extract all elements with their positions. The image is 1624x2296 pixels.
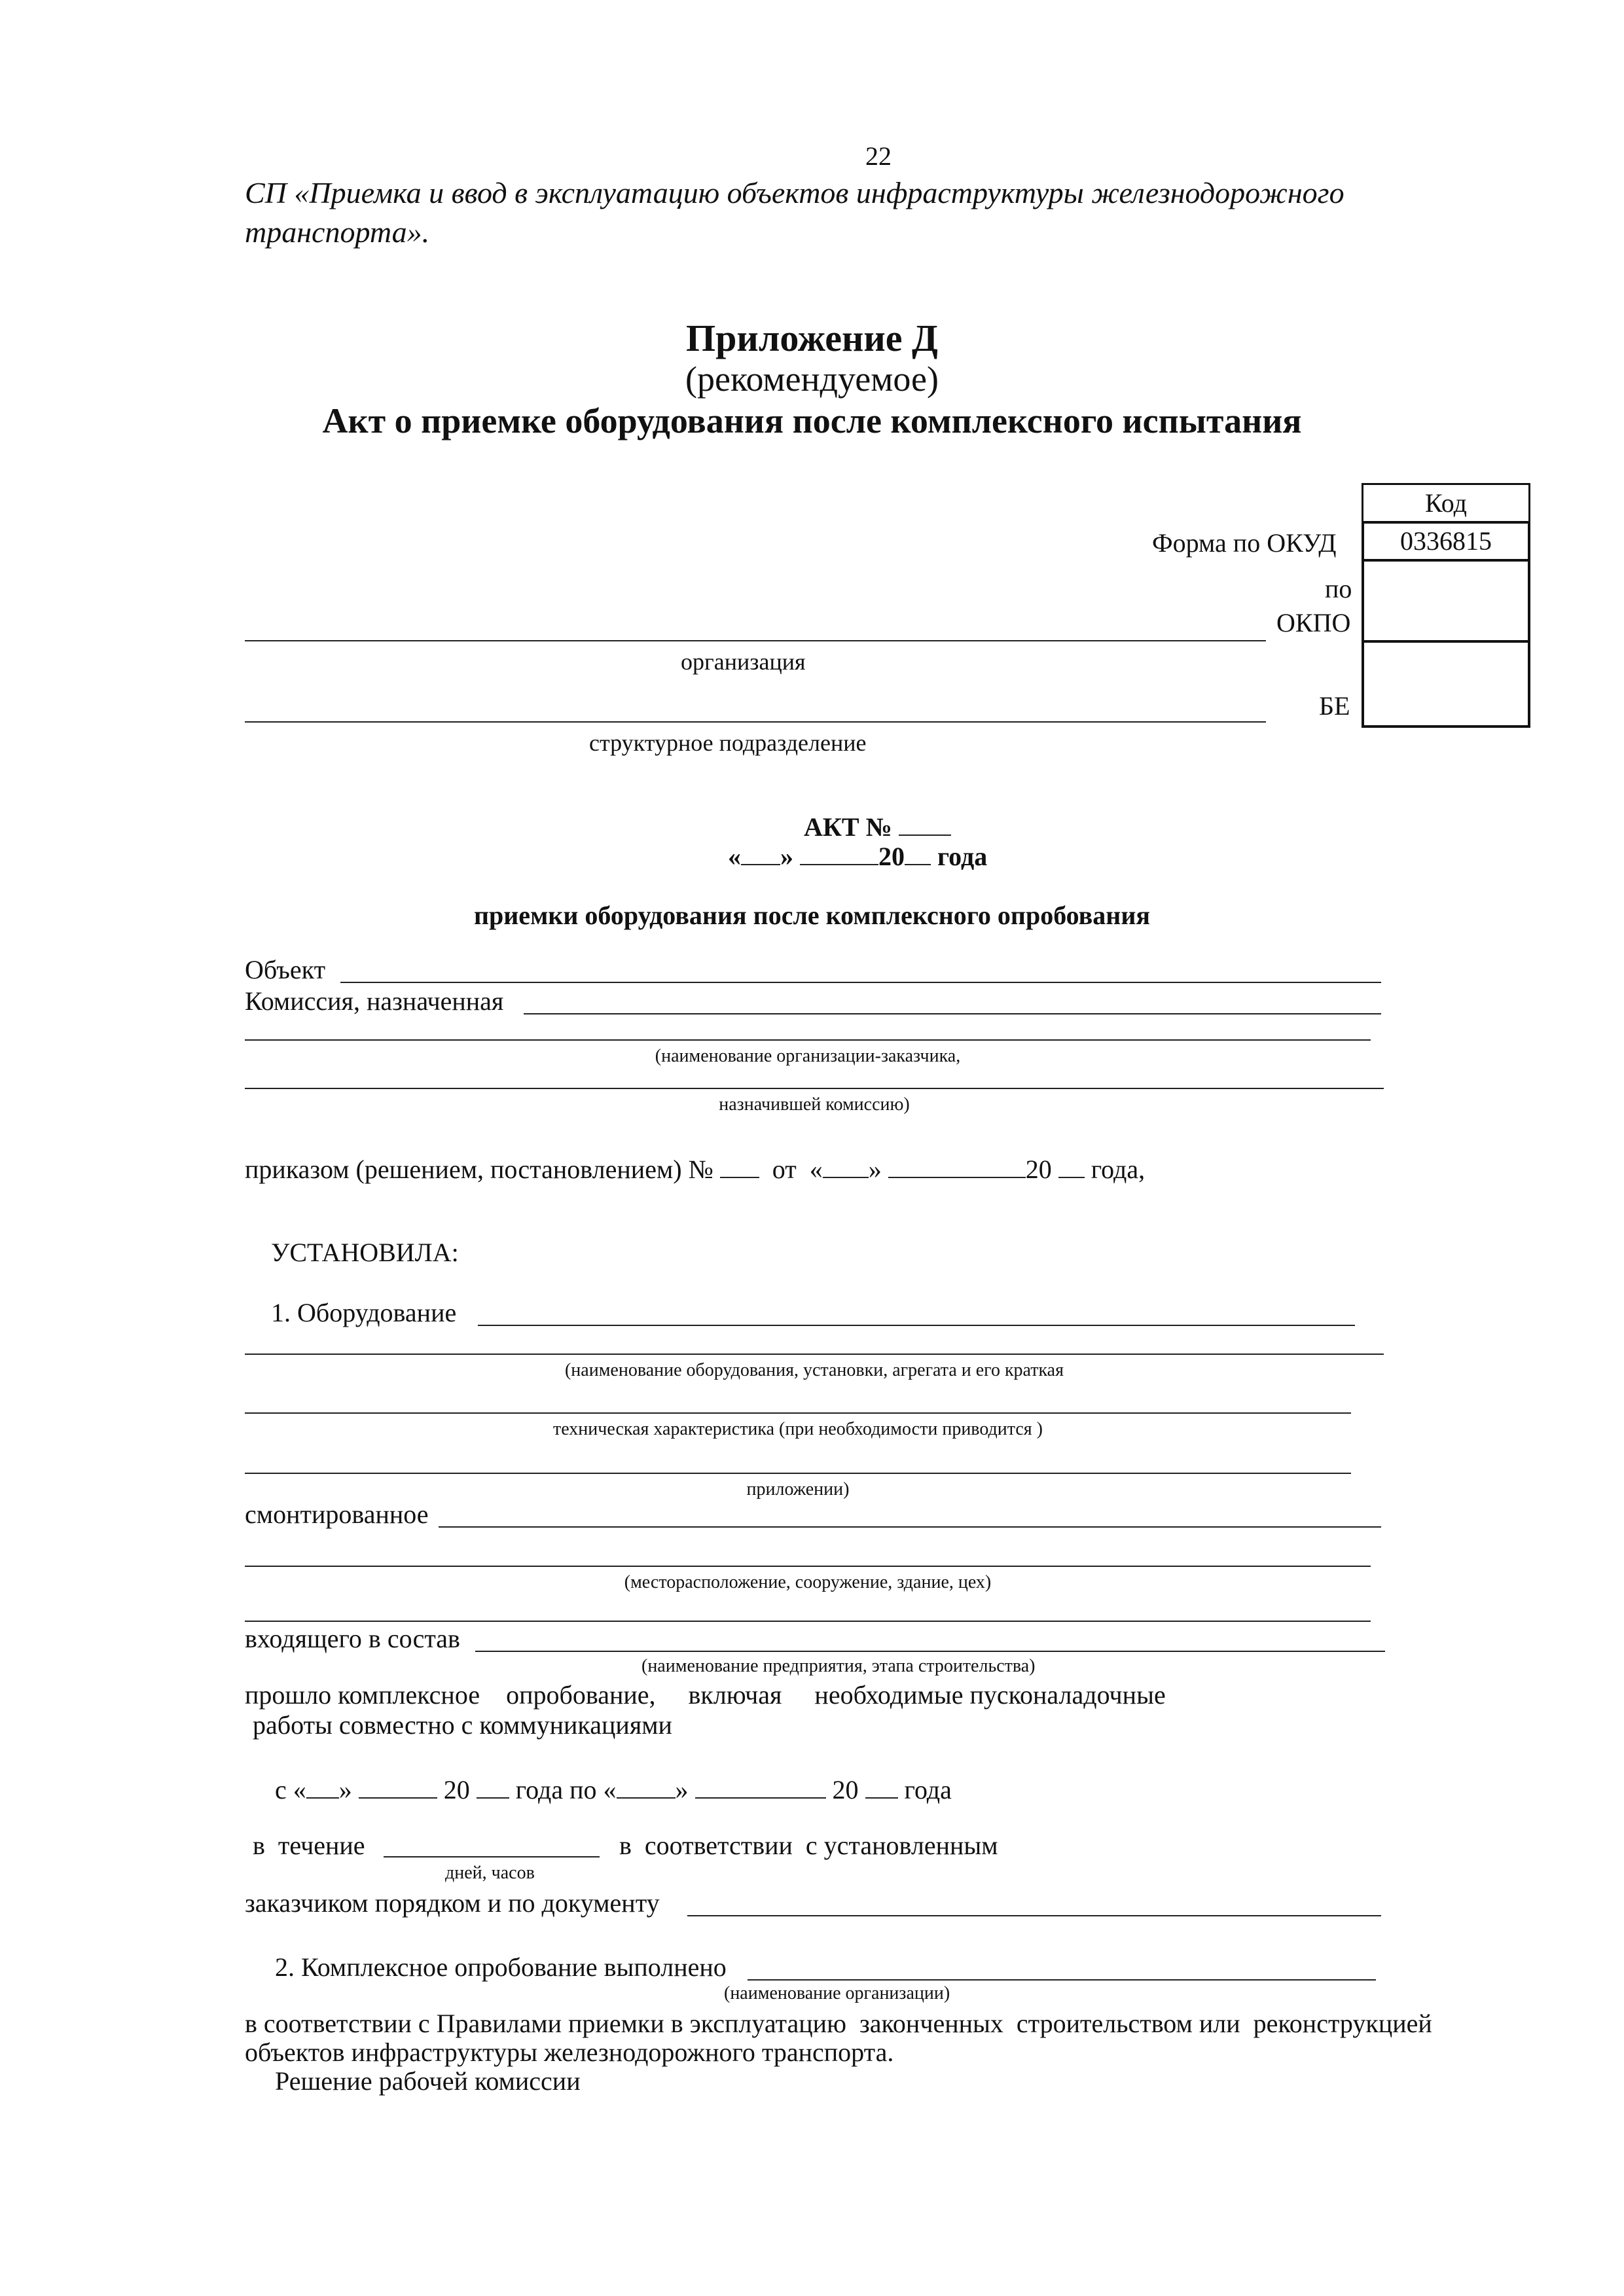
from-day-field[interactable] [306, 1771, 339, 1799]
customer-doc-line[interactable] [687, 1915, 1381, 1916]
act-year-prefix: 20 [878, 842, 905, 871]
object-line[interactable] [340, 982, 1381, 983]
document-header: СП «Приемка и ввод в эксплуатацию объектов инфраструктуры железнодорожного транспорта». [245, 176, 1344, 249]
year-to-label: года по « [515, 1775, 617, 1804]
customer-doc-label: заказчиком порядком и по документу [245, 1888, 660, 1918]
okud-label: Форма по ОКУД [1152, 528, 1337, 558]
okpo-label-po: по [1325, 574, 1352, 603]
act-day-field[interactable] [741, 838, 780, 865]
equipment-caption-1: (наименование оборудования, установки, агрегата и его краткая [564, 1360, 1064, 1380]
customer-caption-1: (наименование организации-заказчика, [655, 1046, 961, 1066]
location-caption: (месторасположение, сооружение, здание, цех) [624, 1572, 992, 1592]
mounted-line[interactable] [439, 1526, 1381, 1528]
works-text: работы совместно с коммуникациями [253, 1710, 672, 1740]
order-line [245, 1151, 1145, 1185]
enterprise-caption: (наименование предприятия, этапа строительства) [641, 1656, 1036, 1676]
okpo-cell [1362, 559, 1530, 643]
order-year: 20 [1025, 1155, 1052, 1184]
order-q-open: « [809, 1155, 823, 1184]
during-line[interactable] [384, 1856, 600, 1857]
customer-line-2[interactable] [245, 1088, 1384, 1089]
order-from: от [772, 1155, 797, 1184]
from-month-field[interactable] [359, 1771, 437, 1799]
equipment-caption-2: техническая характеристика (при необходимости приводится ) [553, 1419, 1043, 1439]
equipment-line-3[interactable] [245, 1412, 1351, 1414]
completed-line[interactable] [748, 1979, 1376, 1981]
rules-text-2: объектов инфраструктуры железнодорожного транспорта. [245, 2037, 894, 2067]
act-year-suffix: года [937, 842, 988, 871]
order-year-suffix: года, [1091, 1155, 1146, 1184]
equipment-line-4[interactable] [245, 1473, 1351, 1474]
act-month-field[interactable] [800, 838, 878, 865]
customer-line-1[interactable] [245, 1039, 1371, 1041]
order-label: приказом (решением, постановлением) № [245, 1155, 713, 1184]
order-year-field[interactable] [1058, 1151, 1085, 1178]
appendix-subtitle: (рекомендуемое) [685, 359, 939, 399]
part-of-label: входящего в состав [245, 1624, 460, 1653]
code-header-label: Код [1425, 488, 1467, 518]
passed-text: прошло комплексное опробование, включая необходимые пусконаладочные [245, 1680, 1166, 1710]
be-cell [1362, 640, 1530, 728]
equipment-line-2[interactable] [245, 1354, 1384, 1355]
during-accordance: в соответствии с установленным [619, 1831, 998, 1860]
mounted-label: смонтированное [245, 1499, 429, 1529]
from-year: 20 [443, 1775, 470, 1804]
from-label: с « [275, 1775, 306, 1804]
to-day-field[interactable] [617, 1771, 676, 1799]
completed-label: 2. Комплексное опробование выполнено [275, 1952, 727, 1982]
location-line[interactable] [245, 1566, 1371, 1567]
act-date-close: » [780, 842, 793, 871]
during-label: в течение [253, 1831, 365, 1860]
equipment-label: 1. Оборудование [271, 1298, 457, 1327]
order-q-close: » [868, 1155, 882, 1184]
act-year-field[interactable] [905, 838, 931, 865]
organization-line[interactable] [245, 640, 1266, 641]
to-year-field[interactable] [865, 1771, 898, 1799]
from-year-field[interactable] [477, 1771, 509, 1799]
customer-caption-2: назначившей комиссию) [719, 1094, 910, 1115]
to-year: 20 [832, 1775, 859, 1804]
org-caption: (наименование организации) [724, 1983, 950, 2003]
be-label: БЕ [1319, 691, 1350, 721]
okpo-label: ОКПО [1276, 608, 1351, 637]
page-number: 22 [865, 141, 892, 171]
order-month-field[interactable] [888, 1151, 1026, 1178]
appendix-title: Приложение Д [686, 317, 938, 359]
location-line-2[interactable] [245, 1621, 1371, 1622]
object-label: Объект [245, 955, 326, 984]
okud-value: 0336815 [1400, 526, 1492, 556]
commission-line[interactable] [524, 1013, 1381, 1014]
act-date-open: « [728, 842, 741, 871]
act-number-field[interactable] [899, 808, 951, 836]
act-subject: приемки оборудования после комплексного опробования [473, 901, 1151, 930]
to-year-suffix: года [904, 1775, 952, 1804]
division-line[interactable] [245, 721, 1266, 723]
order-day-field[interactable] [823, 1151, 869, 1178]
part-of-line[interactable] [475, 1651, 1385, 1652]
division-caption: структурное подразделение [589, 730, 867, 756]
days-hours-caption: дней, часов [445, 1863, 535, 1883]
organization-caption: организация [681, 649, 806, 675]
equipment-caption-3: приложении) [746, 1479, 850, 1499]
equipment-line[interactable] [478, 1325, 1355, 1326]
decision-label: Решение рабочей комиссии [275, 2066, 581, 2096]
act-number-label: АКТ № [804, 812, 892, 842]
period-line [275, 1771, 952, 1805]
established-heading: УСТАНОВИЛА: [271, 1238, 459, 1267]
to-month-field[interactable] [695, 1771, 826, 1799]
to-close: » [675, 1775, 689, 1804]
from-close: » [338, 1775, 352, 1804]
act-date [728, 838, 987, 872]
rules-text-1: в соответствии с Правилами приемки в эксплуатацию законченных строительством или реконструкцией [245, 2009, 1432, 2038]
appendix-heading: Акт о приемке оборудования после комплексного испытания [322, 401, 1302, 440]
commission-label: Комиссия, назначенная [245, 986, 504, 1016]
order-number-field[interactable] [720, 1151, 759, 1178]
